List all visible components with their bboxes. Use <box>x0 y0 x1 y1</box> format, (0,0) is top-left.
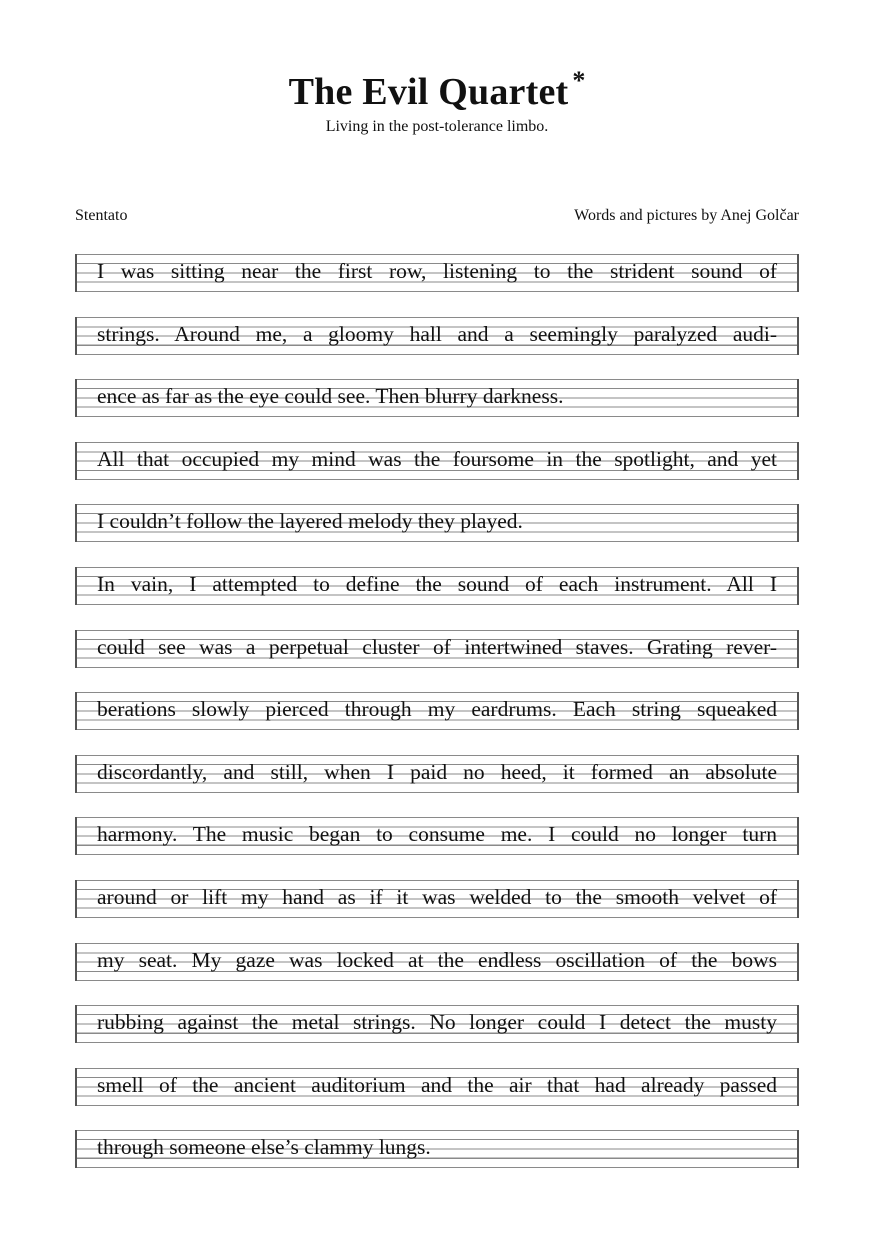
staff-bottom-rule <box>77 917 797 918</box>
lyric-text: berations slowly pierced through my eardrums. Each string squeaked <box>97 697 777 722</box>
staff-line-13 <box>75 1005 799 1043</box>
staff-line-7 <box>75 630 799 668</box>
staff-bottom-rule <box>77 667 797 668</box>
staff-line-15 <box>75 1130 799 1168</box>
staff-line-5 <box>75 504 799 542</box>
lyric-text: rubbing against the metal strings. No longer could I detect the musty <box>97 1010 777 1035</box>
lyric-text: I couldn’t follow the layered melody they played. <box>97 509 523 534</box>
lyric-text: All that occupied my mind was the foursome in the spotlight, and yet <box>97 446 777 471</box>
staff-bottom-rule <box>77 604 797 605</box>
staff-line-12 <box>75 943 799 981</box>
staff-line-10 <box>75 817 799 855</box>
staff-line-14 <box>75 1068 799 1106</box>
staff-bottom-rule <box>77 792 797 793</box>
lyric-text: strings. Around me, a gloomy hall and a seemingly paralyzed audi- <box>97 321 777 346</box>
staff-bottom-rule <box>77 1042 797 1043</box>
title-asterisk: * <box>572 66 586 95</box>
staff-bottom-rule <box>77 416 797 417</box>
lyric-text: harmony. The music began to consume me. I could no longer turn <box>97 822 777 847</box>
staff-bottom-rule <box>77 729 797 730</box>
tempo-marking: Stentato <box>75 207 128 224</box>
title-block <box>0 66 874 118</box>
staff-line-2 <box>75 317 799 355</box>
staff-bottom-rule <box>77 354 797 355</box>
staff-line-9 <box>75 755 799 793</box>
lyric-text: through someone else’s clammy lungs. <box>97 1135 431 1160</box>
lyric-text: smell of the ancient auditorium and the air that had already passed <box>97 1072 777 1097</box>
lyric-text: around or lift my hand as if it was welded to the smooth velvet of <box>97 884 777 909</box>
staff-bottom-rule <box>77 854 797 855</box>
lyric-text: my seat. My gaze was locked at the endless oscillation of the bows <box>97 947 777 972</box>
staff-bottom-rule <box>77 1167 797 1168</box>
staff-bottom-rule <box>77 980 797 981</box>
lyric-text: could see was a perpetual cluster of intertwined staves. Grating rever- <box>97 634 777 659</box>
staff-line-4 <box>75 442 799 480</box>
staff-line-3 <box>75 379 799 417</box>
author-credit: Words and pictures by Anej Golčar <box>574 207 799 224</box>
staff-bottom-rule <box>77 1105 797 1106</box>
staff-bottom-rule <box>77 479 797 480</box>
staff-line-1 <box>75 254 799 292</box>
staff-bottom-rule <box>77 541 797 542</box>
staff-bottom-rule <box>77 291 797 292</box>
page-subtitle: Living in the post-tolerance limbo. <box>325 118 549 135</box>
staff-line-11 <box>75 880 799 918</box>
lyric-text: ence as far as the eye could see. Then blurry darkness. <box>97 384 564 409</box>
lyric-text: In vain, I attempted to define the sound of each instrument. All I <box>97 571 777 596</box>
lyric-text: discordantly, and still, when I paid no heed, it formed an absolute <box>97 759 777 784</box>
lyric-text: I was sitting near the first row, listening to the strident sound of <box>97 259 777 283</box>
staves-container <box>75 254 799 1193</box>
page-title: The Evil Quartet <box>288 71 569 113</box>
staff-line-8 <box>75 692 799 730</box>
staff-line-6 <box>75 567 799 605</box>
